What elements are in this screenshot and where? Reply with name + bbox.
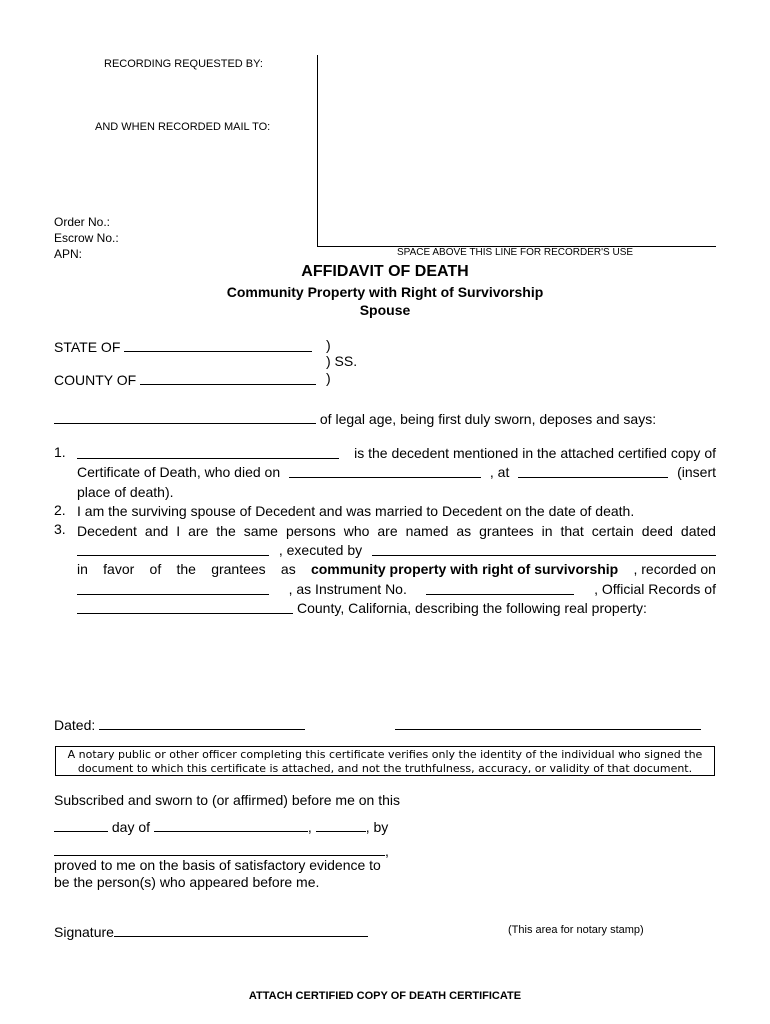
state-of-text: STATE OF bbox=[54, 339, 121, 355]
instrument-no-blank[interactable] bbox=[426, 580, 574, 595]
document-subtitle-spouse: Spouse bbox=[359, 302, 411, 318]
decedent-name-blank[interactable] bbox=[77, 444, 339, 459]
county-of-label bbox=[54, 370, 316, 388]
item-3-official-text: , Official Records of bbox=[594, 580, 716, 597]
item-3-county-text: County, California, describing the following real property: bbox=[297, 600, 647, 617]
item-3-word: favor bbox=[103, 561, 135, 578]
item-1-text-b1: Certificate of Death, who died on bbox=[77, 464, 281, 481]
recording-requested-label: RECORDING REQUESTED BY: bbox=[104, 58, 263, 70]
year-blank[interactable] bbox=[316, 817, 366, 832]
item-1-text-b2: , at bbox=[489, 464, 510, 481]
item-3-word: I bbox=[176, 522, 181, 539]
item-3-recorded-text: , recorded on bbox=[633, 561, 716, 578]
apn-label: APN: bbox=[54, 247, 83, 261]
affiant-name-blank[interactable] bbox=[54, 409, 316, 424]
notice-line-1: A notary public or other officer completing this certificate verifies only the identity of the individual who signed the bbox=[67, 748, 703, 761]
footer-instruction: ATTACH CERTIFIED COPY OF DEATH CERTIFICATE bbox=[248, 990, 522, 1002]
recorders-use-label: SPACE ABOVE THIS LINE FOR RECORDER'S USE bbox=[397, 247, 634, 258]
executed-by-blank[interactable] bbox=[372, 541, 716, 556]
mail-to-label: AND WHEN RECORDED MAIL TO: bbox=[95, 121, 271, 133]
county-of-text: COUNTY OF bbox=[54, 372, 137, 388]
item-3-word: in bbox=[77, 561, 88, 578]
community-property-bold-text: community property with right of survivorship bbox=[310, 561, 619, 578]
item-1-text-c: place of death). bbox=[77, 483, 174, 500]
item-3-word: the bbox=[176, 561, 196, 578]
proved-text-2: be the person(s) who appeared before me. bbox=[54, 874, 320, 890]
escrow-no-label: Escrow No.: bbox=[54, 231, 119, 245]
county-blank[interactable] bbox=[140, 370, 316, 385]
header-divider-vertical bbox=[317, 55, 318, 247]
item-3-instrument-text: , as Instrument No. bbox=[288, 580, 407, 597]
venue-paren-2: ) bbox=[326, 370, 331, 386]
notary-stamp-area-label: (This area for notary stamp) bbox=[508, 924, 644, 936]
item-3-word: persons bbox=[285, 522, 336, 539]
item-3-word: and bbox=[144, 522, 169, 539]
venue-ss: ) SS. bbox=[326, 353, 358, 369]
recorded-on-blank[interactable] bbox=[77, 580, 269, 595]
item-3-word: certain bbox=[591, 522, 634, 539]
item-3-word: same bbox=[243, 522, 278, 539]
notary-signature-blank[interactable] bbox=[114, 922, 368, 937]
dated-line bbox=[54, 715, 305, 733]
item-1 bbox=[77, 444, 716, 619]
signer-name-blank[interactable] bbox=[54, 841, 385, 856]
item-3-word: in bbox=[541, 522, 553, 539]
affiant-signature-blank[interactable] bbox=[395, 715, 701, 730]
proved-text-1: proved to me on the basis of satisfactory evidence to bbox=[54, 857, 381, 873]
item-3-word: are bbox=[188, 522, 209, 539]
month-blank[interactable] bbox=[154, 817, 308, 832]
comma-text: , bbox=[385, 843, 389, 859]
affiant-line bbox=[54, 409, 656, 427]
dated-label: Dated: bbox=[54, 717, 96, 733]
item-3-word: named bbox=[405, 522, 449, 539]
date-of-death-blank[interactable] bbox=[289, 463, 481, 478]
item-3-word: as bbox=[280, 561, 296, 578]
item-3-word: Decedent bbox=[77, 522, 137, 539]
day-of-text: day of bbox=[111, 819, 151, 835]
venue-paren-1: ) bbox=[326, 337, 331, 353]
by-text: , by bbox=[365, 819, 389, 835]
item-3-word: deed bbox=[641, 522, 673, 539]
item-number-3: 3. bbox=[54, 521, 66, 537]
document-title: AFFIDAVIT OF DEATH bbox=[301, 263, 469, 280]
day-of-line bbox=[54, 817, 388, 835]
affiant-signature-line bbox=[395, 715, 701, 733]
place-of-death-blank[interactable] bbox=[518, 463, 668, 478]
item-3-word: of bbox=[149, 561, 162, 578]
state-blank[interactable] bbox=[124, 337, 312, 352]
item-1-text-a: is the decedent mentioned in the attached certified copy of bbox=[354, 445, 716, 461]
dated-blank[interactable] bbox=[99, 715, 305, 730]
item-1-text-b3: (insert bbox=[677, 464, 716, 481]
order-no-label: Order No.: bbox=[54, 215, 111, 229]
day-blank[interactable] bbox=[54, 817, 108, 832]
notary-signature-line bbox=[54, 922, 368, 940]
state-of-label bbox=[54, 337, 312, 355]
affiant-text: of legal age, being first duly sworn, deposes and says: bbox=[319, 411, 657, 427]
item-3-word: as bbox=[456, 522, 472, 539]
item-3-word: the bbox=[216, 522, 236, 539]
item-3-executed-text: , executed by bbox=[278, 541, 363, 558]
item-3-word: are bbox=[377, 522, 398, 539]
item-3-word: grantees bbox=[479, 522, 534, 539]
notary-notice-box bbox=[55, 746, 715, 776]
document-subtitle: Community Property with Right of Survivorship bbox=[226, 284, 544, 300]
item-number-2: 2. bbox=[54, 502, 66, 518]
signature-label: Signature bbox=[54, 924, 114, 940]
recording-county-blank[interactable] bbox=[77, 599, 293, 614]
notice-line-2: document to which this certificate is attached, and not the truthfulness, accuracy, or validity of that document. bbox=[77, 762, 693, 775]
item-3-word: who bbox=[343, 522, 370, 539]
item-3-word: grantees bbox=[211, 561, 266, 578]
item-number-1: 1. bbox=[54, 444, 66, 460]
item-3-word: that bbox=[560, 522, 584, 539]
comma-text: , bbox=[307, 819, 312, 835]
deed-date-blank[interactable] bbox=[77, 541, 269, 556]
item-2-text: I am the surviving spouse of Decedent and was married to Decedent on the date of death. bbox=[77, 503, 635, 520]
item-3-word: dated bbox=[680, 522, 716, 539]
subscribed-text: Subscribed and sworn to (or affirmed) before me on this bbox=[54, 792, 401, 808]
